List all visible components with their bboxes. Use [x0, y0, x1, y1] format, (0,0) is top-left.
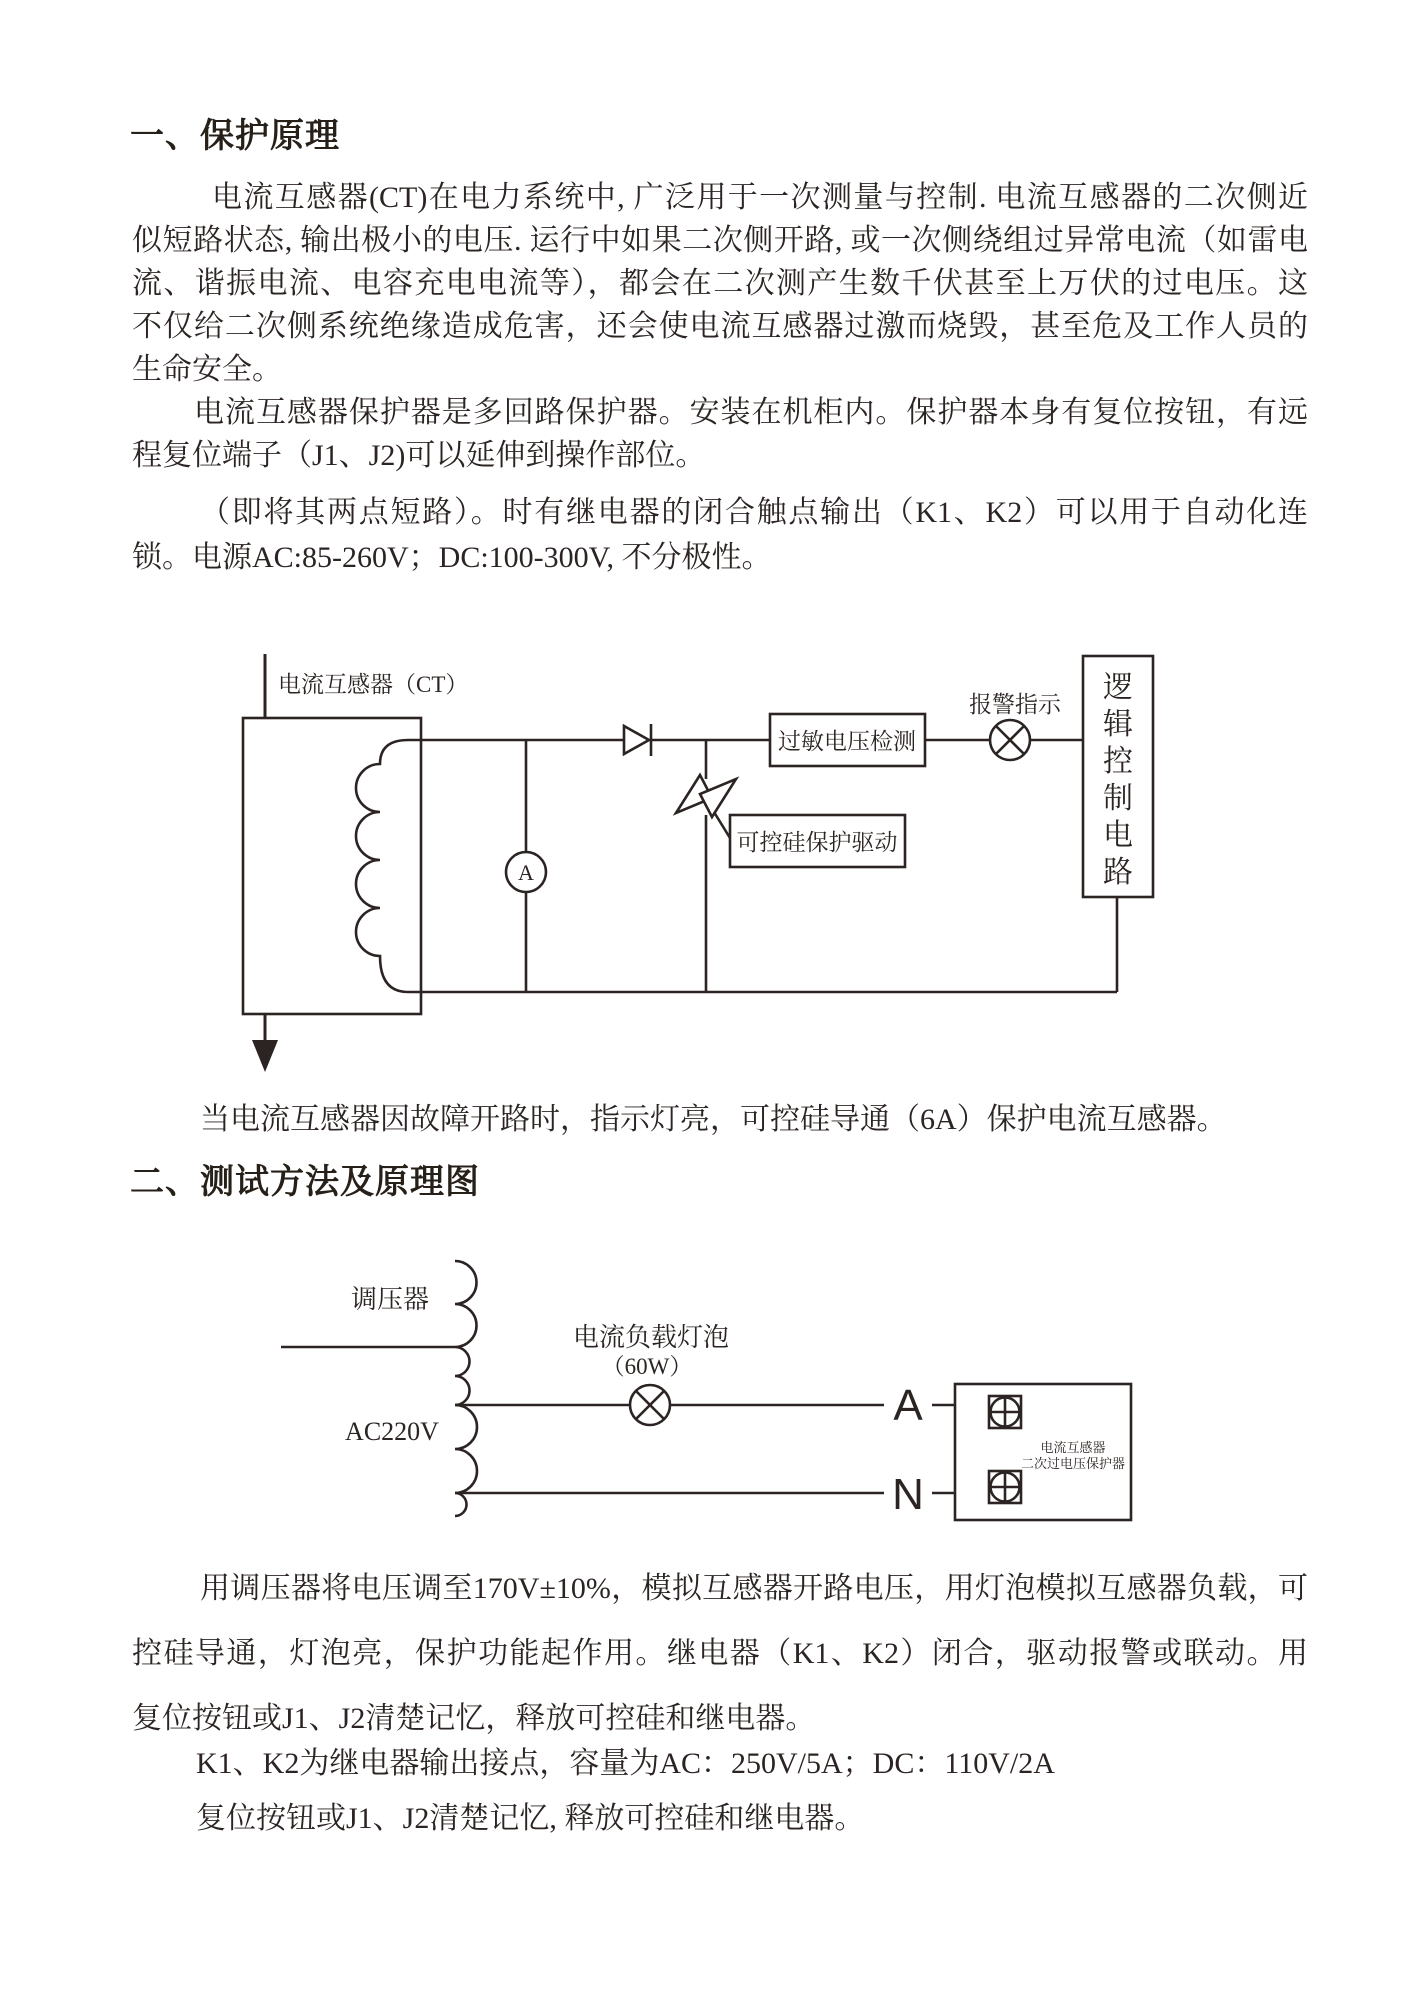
load-lamp-label-line2: （60W） [601, 1354, 693, 1379]
text-line: 电流互感器(CT)在电力系统中, 广泛用于一次测量与控制. 电流互感器的二次侧近 [212, 181, 1308, 214]
alarm-label: 报警指示 [969, 692, 1061, 717]
terminal-n-label: N [892, 1470, 924, 1519]
thyristor-drive-label: 可控硅保护驱动 [736, 830, 898, 855]
logic-char-4: 制 [1103, 782, 1133, 815]
section2-paragraph-1 [132, 1556, 1308, 1751]
text-line: （即将其两点短路）。时有继电器的闭合触点输出（K1、K2）可以用于自动化连 [200, 496, 1308, 529]
text-line: 复位按钮或J1、J2清楚记忆, 释放可控硅和继电器。 [196, 1802, 865, 1835]
lamp-icon [990, 720, 1030, 760]
text-line: 电流互感器保护器是多回路保护器。安装在机柜内。保护器本身有复位按钮，有远 [194, 396, 1308, 429]
diagram1-caption [132, 1098, 1308, 1141]
section2-heading: 二、测试方法及原理图 [130, 1163, 480, 1201]
test-method-schematic [200, 1230, 1150, 1570]
text-line: 生命安全。 [132, 353, 282, 386]
text-line: 不仅给二次侧系统绝缘造成危害，还会使电流互感器过激而烧毁，甚至危及工作人员的 [132, 310, 1308, 343]
phase-wire [455, 1385, 955, 1425]
triac-gate-wire [714, 812, 730, 838]
section1-heading: 一、保护原理 [130, 117, 340, 155]
arrow-down-icon [252, 1040, 278, 1072]
text-line: 锁。电源AC:85-260V；DC:100-300V, 不分极性。 [132, 541, 772, 574]
triac-branch [676, 740, 736, 992]
ammeter-branch [506, 740, 546, 992]
voltage-detect-label: 过敏电压检测 [778, 729, 916, 754]
text-line: 似短路状态, 输出极小的电压. 运行中如果二次侧开路, 或一次侧绕组过异常电流（如雷电 [132, 224, 1308, 257]
regulator-label: 调压器 [350, 1285, 430, 1314]
logic-control-box [1083, 656, 1153, 992]
terminal-a-label: A [893, 1381, 923, 1430]
section2-k-line [132, 1742, 1308, 1785]
text-line: K1、K2为继电器输出接点，容量为AC：250V/5A；DC：110V/2A [196, 1747, 1055, 1780]
thyristor-drive-box [730, 815, 905, 867]
section1-paragraph-1 [132, 176, 1308, 391]
protector-device-box [955, 1384, 1131, 1520]
text-line: 用调压器将电压调至170V±10%，模拟互感器开路电压，用灯泡模拟互感器负载，可 [200, 1572, 1308, 1605]
alarm-indicator [969, 692, 1062, 760]
logic-char-2: 辑 [1103, 708, 1133, 741]
protection-principle-schematic [180, 640, 1180, 1100]
triac-icon [676, 775, 736, 817]
logic-char-3: 控 [1103, 745, 1133, 778]
text-line: 复位按钮或J1、J2清楚记忆，释放可控硅和继电器。 [132, 1702, 816, 1735]
device-label-line2: 二次过电压保护器 [1020, 1456, 1126, 1471]
terminal-screw-icon-bottom [989, 1471, 1021, 1503]
section1-paragraph-2 [132, 391, 1308, 477]
diode-icon [624, 724, 651, 756]
logic-char-1: 逻 [1103, 671, 1133, 704]
load-lamp-icon [630, 1385, 670, 1425]
variac-coil [455, 1261, 477, 1516]
ammeter-letter: A [518, 860, 534, 885]
text-line: 当电流互感器因故障开路时，指示灯亮，可控硅导通（6A）保护电流互感器。 [200, 1103, 1227, 1136]
text-line: 程复位端子（J1、J2)可以延伸到操作部位。 [132, 439, 706, 472]
section1-paragraph-3 [132, 490, 1308, 580]
section2-reset-line [132, 1797, 1308, 1840]
load-lamp-label-line1: 电流负载灯泡 [572, 1323, 730, 1352]
terminal-screw-icon-top [989, 1396, 1021, 1428]
ct-label: 电流互感器（CT） [278, 672, 469, 697]
device-label-line1: 电流互感器 [1040, 1440, 1106, 1455]
ct-core-rect [243, 718, 421, 1014]
text-line: 控硅导通，灯泡亮，保护功能起作用。继电器（K1、K2）闭合，驱动报警或联动。用 [132, 1637, 1308, 1670]
logic-char-6: 路 [1103, 856, 1133, 889]
source-label: AC220V [345, 1417, 439, 1446]
text-line: 流、谐振电流、电容充电电流等），都会在二次测产生数千伏甚至上万伏的过电压。这 [132, 267, 1308, 300]
voltage-detect-box [770, 714, 925, 766]
logic-char-5: 电 [1103, 819, 1133, 852]
